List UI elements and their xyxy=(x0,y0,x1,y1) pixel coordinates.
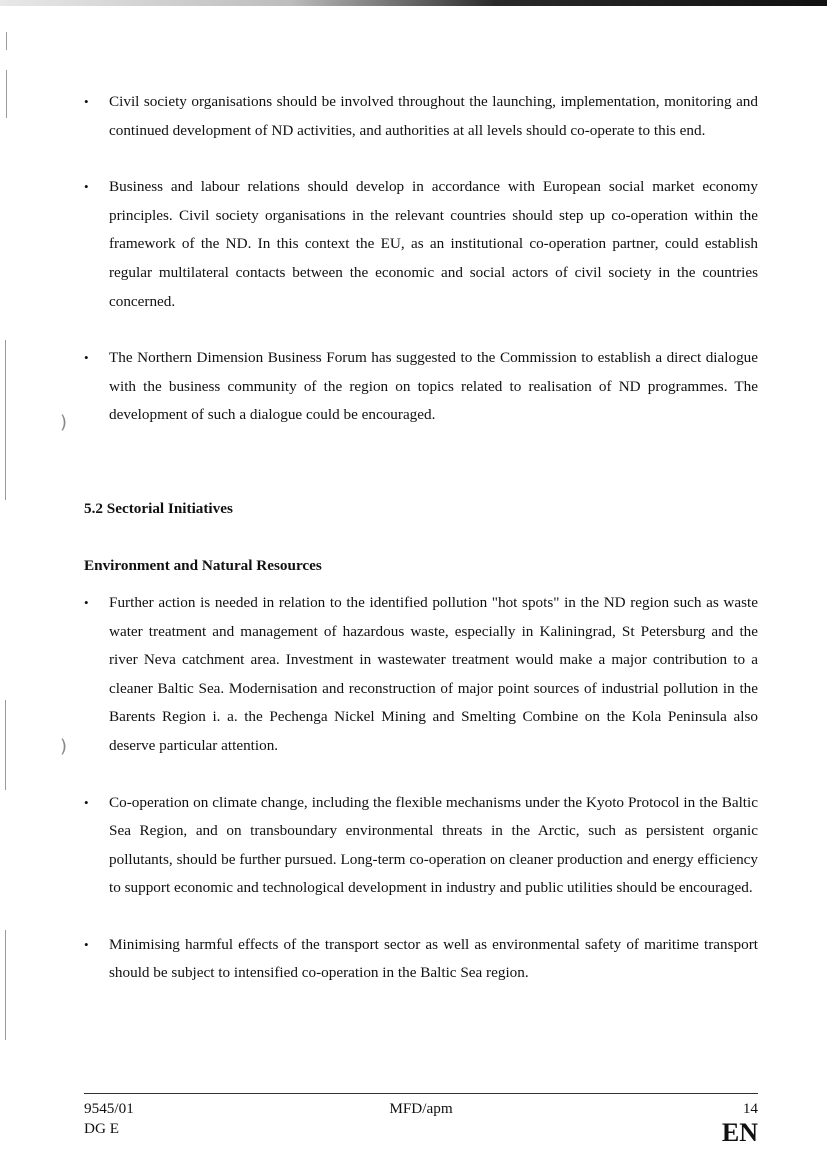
bullet-text: The Northern Dimension Business Forum has suggested to the Commission to establish a direct dialogue with the business community of the region on topics related to realisation of ND programmes. The development of such a dialogue could be encouraged. xyxy=(109,349,758,424)
bullet-icon: • xyxy=(84,179,89,195)
scan-mark xyxy=(5,700,6,790)
document-page xyxy=(84,88,758,988)
subsection-heading: Environment and Natural Resources xyxy=(84,556,322,574)
scan-mark xyxy=(5,340,6,500)
page-number: 14 xyxy=(742,1100,758,1117)
bullet-text: Co-operation on climate change, including the flexible mechanisms under the Kyoto Protocol in the Baltic Sea Region, and on transboundary environmental threats in the Arctic, such as persistent organic pollutants, should be further pursued. Long-term co-operation on cleaner production and energy efficiency to support economic and technological development in industry and public utilities should be encouraged. xyxy=(109,793,758,897)
bullet-icon: • xyxy=(84,794,89,810)
directorate: DG E xyxy=(84,1120,120,1137)
bullet-text: Business and labour relations should develop in accordance with European social market economy principles. Civil society organisations in the relevant countries should step up co-operation within the framework of the ND. In this context the EU, as an institutional co-operation partner, could establish regular multilateral contacts between the economic and social actors of civil society in the countries concerned. xyxy=(109,178,758,310)
top-scan-rule xyxy=(0,0,827,6)
bullet-icon: • xyxy=(84,350,89,366)
list-item xyxy=(84,789,758,903)
section-heading: 5.2 Sectorial Initiatives xyxy=(84,499,233,517)
bullet-icon: • xyxy=(84,936,89,952)
list-item xyxy=(84,589,758,761)
list-item xyxy=(84,931,758,988)
bullet-icon: • xyxy=(84,594,89,610)
list-item xyxy=(84,344,758,430)
language-code: EN xyxy=(721,1118,758,1147)
scan-paren: ) xyxy=(60,412,68,433)
scan-mark xyxy=(6,32,7,50)
scan-mark xyxy=(6,70,7,118)
doc-number: 9545/01 xyxy=(84,1100,134,1117)
list-item xyxy=(84,173,758,316)
bullet-text: Civil society organisations should be involved throughout the launching, implementation, monitoring and continued development of ND activities, and authorities at all levels should co-operate to this end. xyxy=(109,93,758,139)
bullet-text: Minimising harmful effects of the transport sector as well as environmental safety of maritime transport should be subject to intensified co-operation in the Baltic Sea region. xyxy=(109,935,758,982)
scan-paren: ) xyxy=(60,736,68,757)
page-footer xyxy=(84,1093,758,1147)
list-item xyxy=(84,88,758,145)
bullet-text: Further action is needed in relation to the identified pollution "hot spots" in the ND region such as waste water treatment and management of hazardous waste, especially in Kaliningrad, St Petersburg and the river Neva catchment area. Investment in wastewater treatment would make a major contribution to a cleaner Baltic Sea. Modernisation and reconstruction of major point sources of industrial pollution in the Barents Region i. a. the Pechenga Nickel Mining and Smelting Combine on the Kola Peninsula also deserve particular attention. xyxy=(109,593,758,754)
reference-code: MFD/apm xyxy=(389,1100,453,1117)
scan-mark xyxy=(5,930,6,1040)
bullet-icon: • xyxy=(84,94,89,109)
